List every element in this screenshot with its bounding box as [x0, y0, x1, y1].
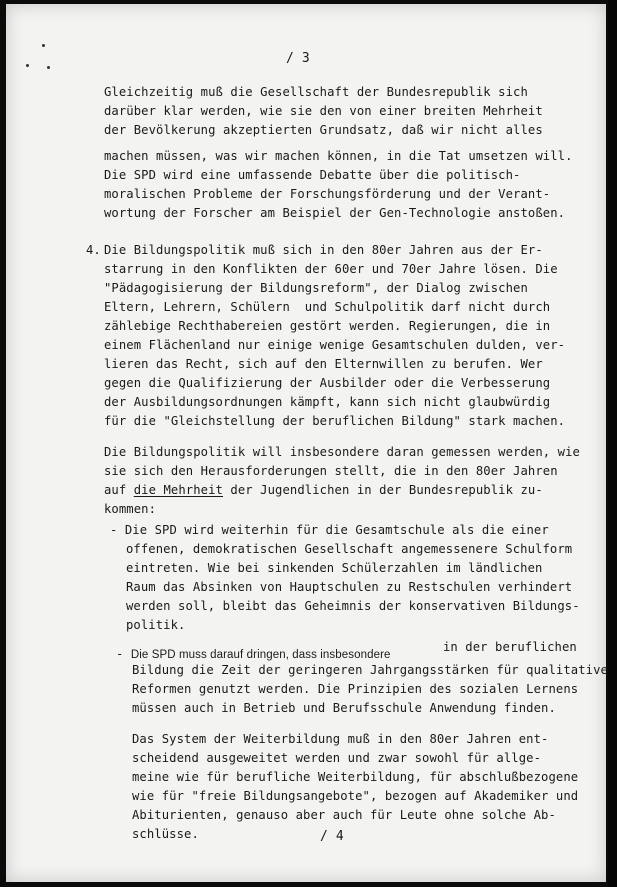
item-4-line: "Pädagogisierung der Bildungsreform", der Dialog zwischen — [104, 281, 528, 295]
paragraph-5-line: scheidend ausgeweitet werden und zwar sowohl für allge- — [132, 751, 542, 765]
bullet-1-line: Raum das Absinken von Hauptschulen zu Restschulen verhindert — [126, 580, 573, 594]
bullet-1-line: eintreten. Wie bei sinkenden Schülerzahlen im ländlichen — [126, 561, 543, 575]
item-4-line: starrung in den Konflikten der 60er und 70er Jahre lösen. Die — [104, 262, 558, 276]
bullet-2-line: in der beruflichen — [443, 640, 577, 654]
underlined-phrase: die Mehrheit — [133, 483, 223, 497]
paragraph-5-line: schlüsse. — [132, 827, 199, 841]
paragraph-3-line: Die Bildungspolitik will insbesondere daran gemessen werden, wie — [104, 445, 580, 459]
bullet-2-line: Bildung die Zeit der geringeren Jahrgangsstärken für qualitative — [132, 663, 608, 677]
paragraph-3-line: sie sich den Herausforderungen stellt, die in den 80er Jahren — [104, 464, 558, 478]
scan-speck — [42, 44, 45, 47]
paragraph-5-line: Das System der Weiterbildung muß in den 80er Jahren ent- — [132, 732, 549, 746]
document-page — [6, 4, 606, 882]
bullet-2-line: müssen auch in Betrieb und Berufsschule Anwendung finden. — [132, 701, 556, 715]
page-number-top: / 3 — [286, 51, 310, 66]
inserted-text: Die SPD muss darauf dringen, dass insbesondere — [130, 649, 391, 661]
page-number-bottom: / 4 — [320, 829, 344, 844]
paragraph-1-line: Gleichzeitig muß die Gesellschaft der Bundesrepublik sich — [104, 85, 528, 99]
bullet-2-line: Reformen genutzt werden. Die Prinzipien des sozialen Lernens — [132, 682, 579, 696]
item-number: 4. — [86, 243, 101, 257]
paragraph-1-line: wortung der Forscher am Beispiel der Gen-Technologie anstoßen. — [104, 206, 566, 220]
item-4-line: zählebige Rechthabereien gestört werden. Regierungen, die in — [104, 319, 551, 333]
bullet-dash: - — [116, 647, 131, 661]
paragraph-3-line — [104, 483, 543, 497]
bullet-1-line: offenen, demokratischen Gesellschaft angemessenere Schulform — [126, 542, 573, 556]
item-4-line: gegen die Qualifizierung der Ausbilder oder die Verbesserung — [104, 376, 551, 390]
paragraph-1-line: Die SPD wird eine umfassende Debatte über die politisch- — [104, 168, 521, 182]
bullet-2-first-line — [116, 647, 391, 662]
item-4-line: einem Flächenland nur einige wenige Gesamtschulen dulden, ver- — [104, 338, 566, 352]
paragraph-1-line: der Bevölkerung akzeptierten Grundsatz, daß wir nicht alles — [104, 123, 543, 137]
paragraph-1-line: darüber klar werden, wie sie den von einer breiten Mehrheit — [104, 104, 543, 118]
paragraph-3-text: auf — [104, 483, 134, 497]
scan-speck — [47, 66, 50, 69]
bullet-1-line: werden soll, bleibt das Geheimnis der konservativen Bildungs- — [126, 599, 580, 613]
paragraph-3-text: der Jugendlichen in der Bundesrepublik zu- — [223, 483, 543, 497]
paragraph-5-line: Abiturienten, genauso aber auch für Leute ohne solche Ab- — [132, 808, 556, 822]
scan-speck — [26, 64, 29, 67]
paragraph-5-line: wie für "freie Bildungsangebote", bezogen auf Akademiker und — [132, 789, 579, 803]
item-4-line: für die "Gleichstellung der beruflichen Bildung" stark machen. — [104, 414, 566, 428]
bullet-1-line: - Die SPD wird weiterhin für die Gesamtschule als die einer — [110, 523, 549, 537]
item-4-line: lieren das Recht, sich auf den Elternwillen zu berufen. Wer — [104, 357, 543, 371]
item-4-line: Die Bildungspolitik muß sich in den 80er Jahren aus der Er- — [104, 243, 543, 257]
paragraph-1-line: machen müssen, was wir machen können, in die Tat umsetzen will. — [104, 149, 573, 163]
item-4-line: der Ausbildungsordnungen kämpft, kann sich nicht glaubwürdig — [104, 395, 551, 409]
bullet-1-line: politik. — [126, 618, 186, 632]
scan-border — [608, 0, 617, 887]
paragraph-5-line: meine wie für berufliche Weiterbildung, für abschlußbezogene — [132, 770, 579, 784]
paragraph-1-line: moralischen Probleme der Forschungsförderung und der Verant- — [104, 187, 551, 201]
paragraph-3-line: kommen: — [104, 502, 157, 516]
item-4-line: Eltern, Lehrern, Schülern und Schulpolitik darf nicht durch — [104, 300, 551, 314]
